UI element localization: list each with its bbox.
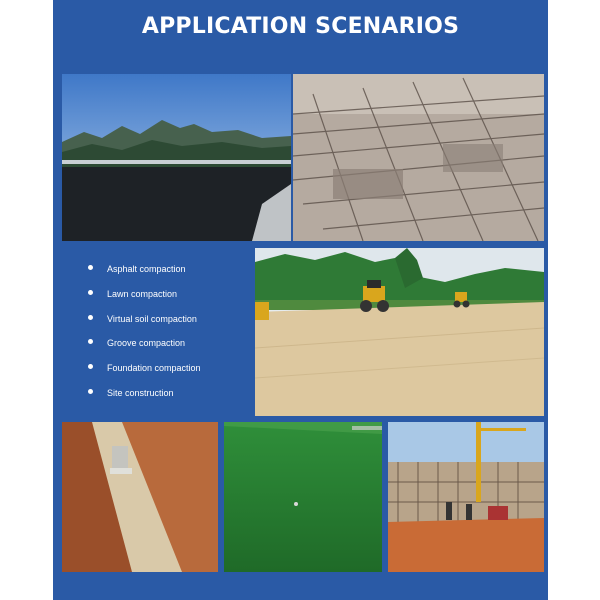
bullet-icon [88, 339, 93, 344]
bullet-icon [88, 290, 93, 295]
list-item [88, 312, 248, 337]
list-item [88, 336, 248, 361]
asphalt-road-photo [62, 74, 291, 241]
list-item [88, 361, 248, 386]
scenario-label: Site construction [107, 387, 174, 398]
poster-title: APPLICATION SCENARIOS [141, 14, 460, 39]
list-item [88, 287, 248, 312]
foundation-rebar-photo [293, 74, 544, 241]
scenario-label: Lawn compaction [107, 288, 178, 299]
scenario-label: Asphalt compaction [107, 264, 186, 274]
bullet-icon [88, 389, 93, 394]
site-construction-photo [388, 422, 544, 572]
list-item [88, 386, 248, 411]
bullet-icon [88, 265, 93, 270]
scenario-list [88, 262, 248, 411]
scenario-label: Foundation compaction [107, 363, 201, 374]
groove-trench-photo [62, 422, 218, 572]
scenario-label: Virtual soil compaction [107, 313, 197, 324]
bullet-icon [88, 315, 93, 320]
scenario-label: Groove compaction [107, 338, 186, 349]
lawn-photo [224, 422, 382, 572]
road-roller-photo [255, 248, 544, 416]
bullet-icon [88, 364, 93, 369]
list-item [88, 262, 248, 287]
application-scenarios-poster [53, 0, 548, 600]
